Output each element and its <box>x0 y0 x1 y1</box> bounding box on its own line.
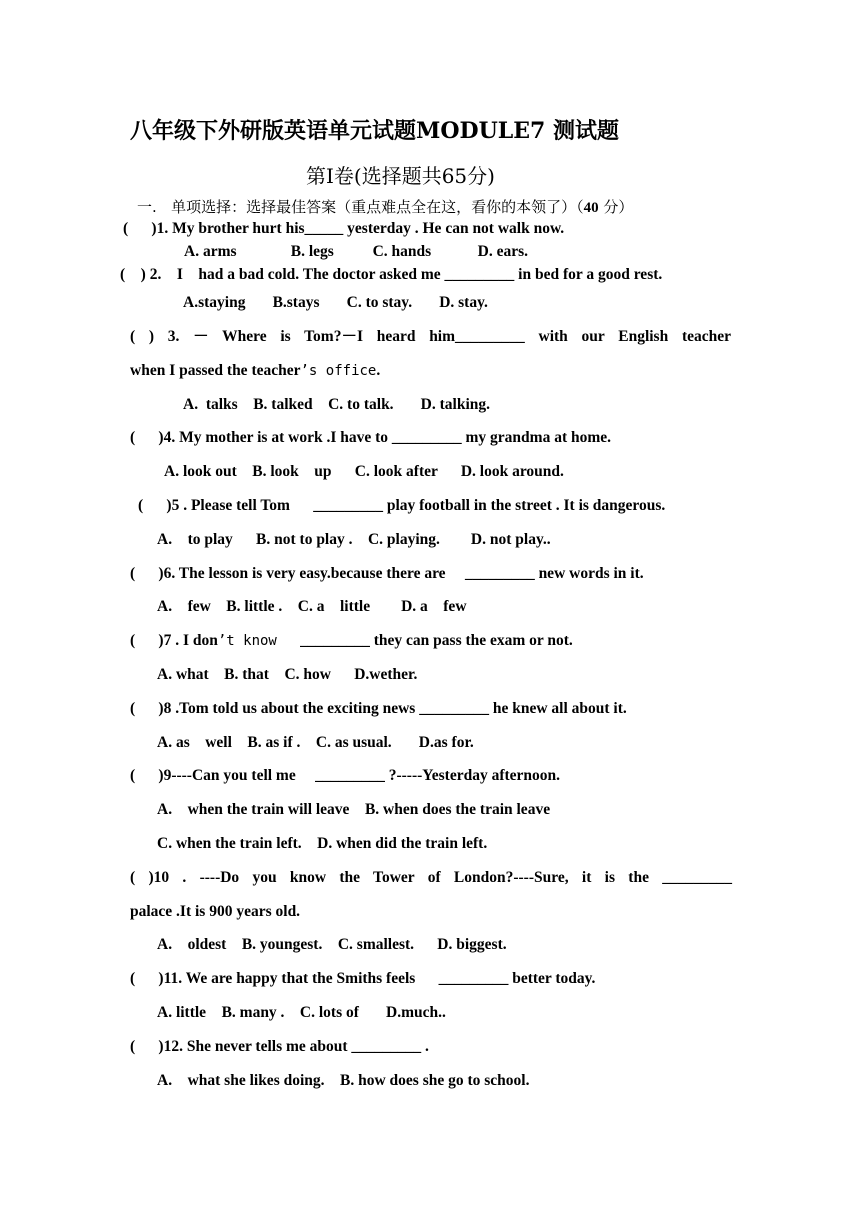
question-7-blank-text: _________ they can pass the exam or not. <box>276 632 573 649</box>
question-11: ( )11. We are happy that the Smiths feels _________ better today. <box>130 970 596 987</box>
question-1: ( )1. My brother hurt his_____ yesterday . He can not walk now. <box>123 220 565 237</box>
page-title: 八年级下外研版英语单元试题MODULE7 测试题 <box>130 118 619 144</box>
question-2-options: A.staying B.stays C. to stay. D. stay. <box>183 294 488 311</box>
question-9: ( )9----Can you tell me _________ ?-----Yesterday afternoon. <box>130 767 561 784</box>
question-6-options: A. few B. little . C. a little D. a few <box>157 598 467 615</box>
question-3-line-2 <box>130 361 380 381</box>
question-9-options-b: C. when the train left. D. when did the train left. <box>157 835 488 852</box>
section-heading <box>137 196 633 217</box>
question-10-line-2: palace .It is 900 years old. <box>130 903 301 920</box>
question-7-text: ( )7 . I don <box>130 632 218 649</box>
question-5: ( )5 . Please tell Tom _________ play football in the street . It is dangerous. <box>138 497 666 514</box>
question-3-line-1: ( ) 3. － Where is Tom?－I heard him_________ with our English teacher <box>130 328 731 345</box>
question-8: ( )8 .Tom told us about the exciting news _________ he knew all about it. <box>130 700 627 717</box>
question-5-options: A. to play B. not to play . C. playing. D. not play.. <box>157 531 551 548</box>
question-9-options-a: A. when the train will leave B. when does the train leave <box>157 801 551 818</box>
question-12-options: A. what she likes doing. B. how does she go to school. <box>157 1072 530 1089</box>
question-3-mono-text: ’s office <box>300 363 377 379</box>
section-heading-text: 一. 单项选择：选择最佳答案（重点难点全在这，看你的本领了）（ <box>137 198 584 216</box>
question-7-options: A. what B. that C. how D.wether. <box>157 666 418 683</box>
question-7-mono-text: ’t know <box>217 633 277 649</box>
question-8-options: A. as well B. as if . C. as usual. D.as for. <box>157 734 474 751</box>
question-3-options: A. talks B. talked C. to talk. D. talking. <box>183 396 491 413</box>
question-11-options: A. little B. many . C. lots of D.much.. <box>157 1004 446 1021</box>
question-2: ( ) 2. I had a bad cold. The doctor asked me _________ in bed for a good rest. <box>120 266 663 283</box>
question-10-options: A. oldest B. youngest. C. smallest. D. biggest. <box>157 936 507 953</box>
section-points: 40 <box>583 200 599 216</box>
paper-subtitle: 第Ⅰ卷(选择题共65分) <box>306 164 495 188</box>
question-12: ( )12. She never tells me about _________ . <box>130 1038 429 1055</box>
question-1-options: A. arms B. legs C. hands D. ears. <box>184 243 529 260</box>
question-3-period: . <box>376 362 381 379</box>
section-heading-suffix: 分） <box>598 198 634 216</box>
question-10-line-1: ( )10 . ----Do you know the Tower of London?----Sure, it is the _________ <box>130 869 732 886</box>
question-3-text: when I passed the teacher <box>130 362 301 379</box>
question-6: ( )6. The lesson is very easy.because there are _________ new words in it. <box>130 565 644 582</box>
question-4-options: A. look out B. look up C. look after D. look around. <box>164 463 564 480</box>
question-4: ( )4. My mother is at work .I have to _________ my grandma at home. <box>130 429 612 446</box>
question-7 <box>130 631 573 651</box>
